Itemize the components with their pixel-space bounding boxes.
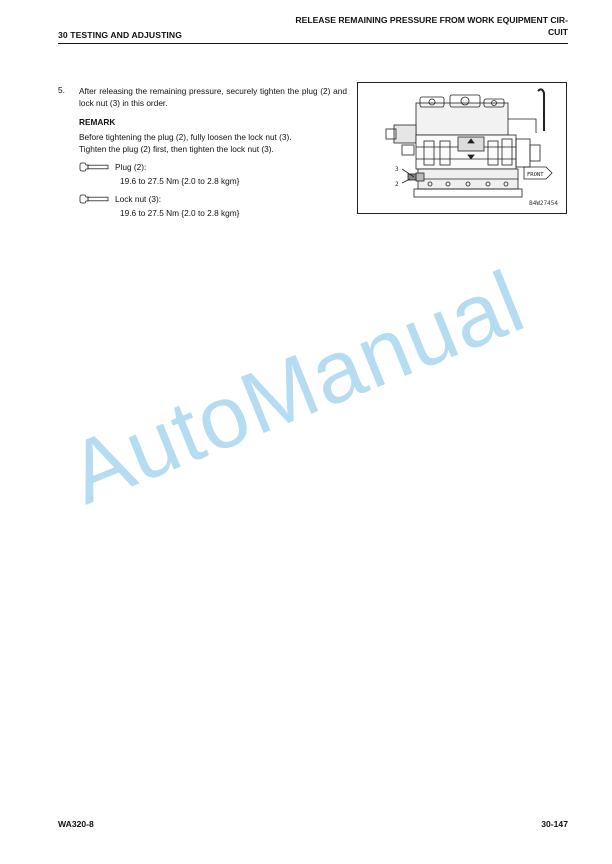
header-rule <box>58 43 568 44</box>
torque-value-plug: 19.6 to 27.5 Nm {2.0 to 2.8 kgm} <box>120 176 240 186</box>
page-title-line-1: RELEASE REMAINING PRESSURE FROM WORK EQUIPMENT CIR- <box>295 15 568 25</box>
control-valve-drawing <box>358 83 568 215</box>
page-title-line-2: CUIT <box>547 27 568 37</box>
torque-value-lock-nut: 19.6 to 27.5 Nm {2.0 to 2.8 kgm} <box>120 208 240 218</box>
control-valve-figure <box>357 82 567 214</box>
torque-label: Plug (2): <box>115 162 147 172</box>
callout-3: 3 <box>395 166 399 173</box>
step-number: 5. <box>58 85 65 95</box>
torque-wrench-icon <box>79 194 109 204</box>
figure-code: B4W27454 <box>529 200 558 207</box>
section-title: 30 TESTING AND ADJUSTING <box>58 30 183 40</box>
callout-2: 2 <box>395 181 399 188</box>
watermark: AutoManual <box>55 251 538 523</box>
footer-model: WA320-8 <box>58 819 94 829</box>
remark-line-1: Before tightening the plug (2), fully loosen the lock nut (3). <box>79 132 292 142</box>
remark-text <box>79 131 351 155</box>
remark-title: REMARK <box>79 117 116 127</box>
torque-label: Lock nut (3): <box>115 194 162 204</box>
step-text: After releasing the remaining pressure, securely tighten the plug (2) and lock nut (3) in this order. <box>79 86 347 108</box>
torque-wrench-icon <box>79 162 109 172</box>
page-title <box>238 14 568 38</box>
remark-line-2: Tighten the plug (2) first, then tighten the lock nut (3). <box>79 144 274 154</box>
front-label: FRONT <box>527 172 544 178</box>
footer-page-number: 30-147 <box>541 819 568 829</box>
